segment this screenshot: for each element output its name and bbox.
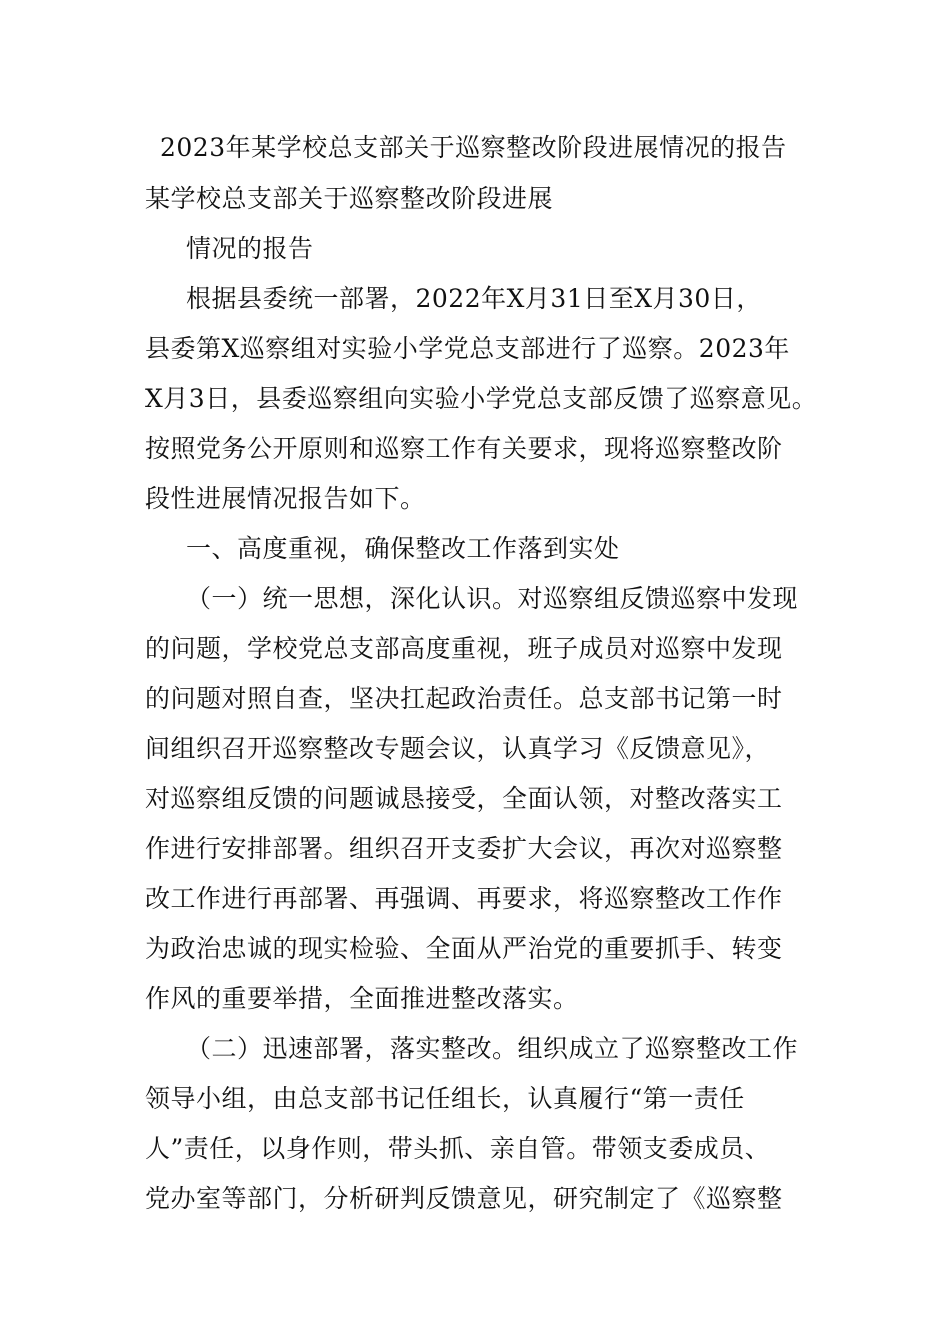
section-1-2-line: 党办室等部门，分析研判反馈意见，研究制定了《巡察整 (145, 1184, 783, 1213)
section-heading-1: 一、高度重视，确保整改工作落到实处 (186, 534, 620, 563)
section-1-1-line: （一）统一思想，深化认识。对巡察组反馈巡察中发现 (186, 584, 799, 613)
intro-paragraph-line: 段性进展情况报告如下。 (145, 484, 426, 513)
section-1-1-line: 间组织召开巡察整改专题会议，认真学习《反馈意见》， (145, 734, 771, 763)
section-1-2-line: 人”责任，以身作则，带头抓、亲自管。带领支委成员、 (145, 1134, 771, 1163)
section-1-1-line: 作进行安排部署。组织召开支委扩大会议，再次对巡察整 (145, 834, 783, 863)
document-subtitle-line-2: 情况的报告 (186, 234, 314, 263)
section-1-1-line: 为政治忠诚的现实检验、全面从严治党的重要抓手、转变 (145, 934, 783, 963)
section-1-1-line: 改工作进行再部署、再强调、再要求，将巡察整改工作作 (145, 884, 783, 913)
intro-paragraph-line: X月3日，县委巡察组向实验小学党总支部反馈了巡察意见。 (145, 384, 818, 413)
section-1-1-line: 对巡察组反馈的问题诚恳接受，全面认领，对整改落实工 (145, 784, 783, 813)
document-subtitle-line-1: 某学校总支部关于巡察整改阶段进展 (145, 184, 554, 213)
section-1-2-line: （二）迅速部署，落实整改。组织成立了巡察整改工作 (186, 1034, 799, 1063)
section-1-1-line: 的问题对照自查，坚决扛起政治责任。总支部书记第一时 (145, 684, 783, 713)
section-1-1-line: 作风的重要举措，全面推进整改落实。 (145, 984, 579, 1013)
intro-paragraph-line: 按照党务公开原则和巡察工作有关要求，现将巡察整改阶 (145, 434, 783, 463)
section-1-1-line: 的问题，学校党总支部高度重视，班子成员对巡察中发现 (145, 634, 783, 663)
intro-paragraph-line: 县委第X巡察组对实验小学党总支部进行了巡察。2023年 (145, 334, 790, 363)
intro-paragraph-line: 根据县委统一部署，2022年X月31日至X月30日， (186, 284, 762, 313)
section-1-2-line: 领导小组，由总支部书记任组长，认真履行“第一责任 (145, 1084, 745, 1113)
document-title: 2023年某学校总支部关于巡察整改阶段进展情况的报告 (160, 133, 787, 162)
